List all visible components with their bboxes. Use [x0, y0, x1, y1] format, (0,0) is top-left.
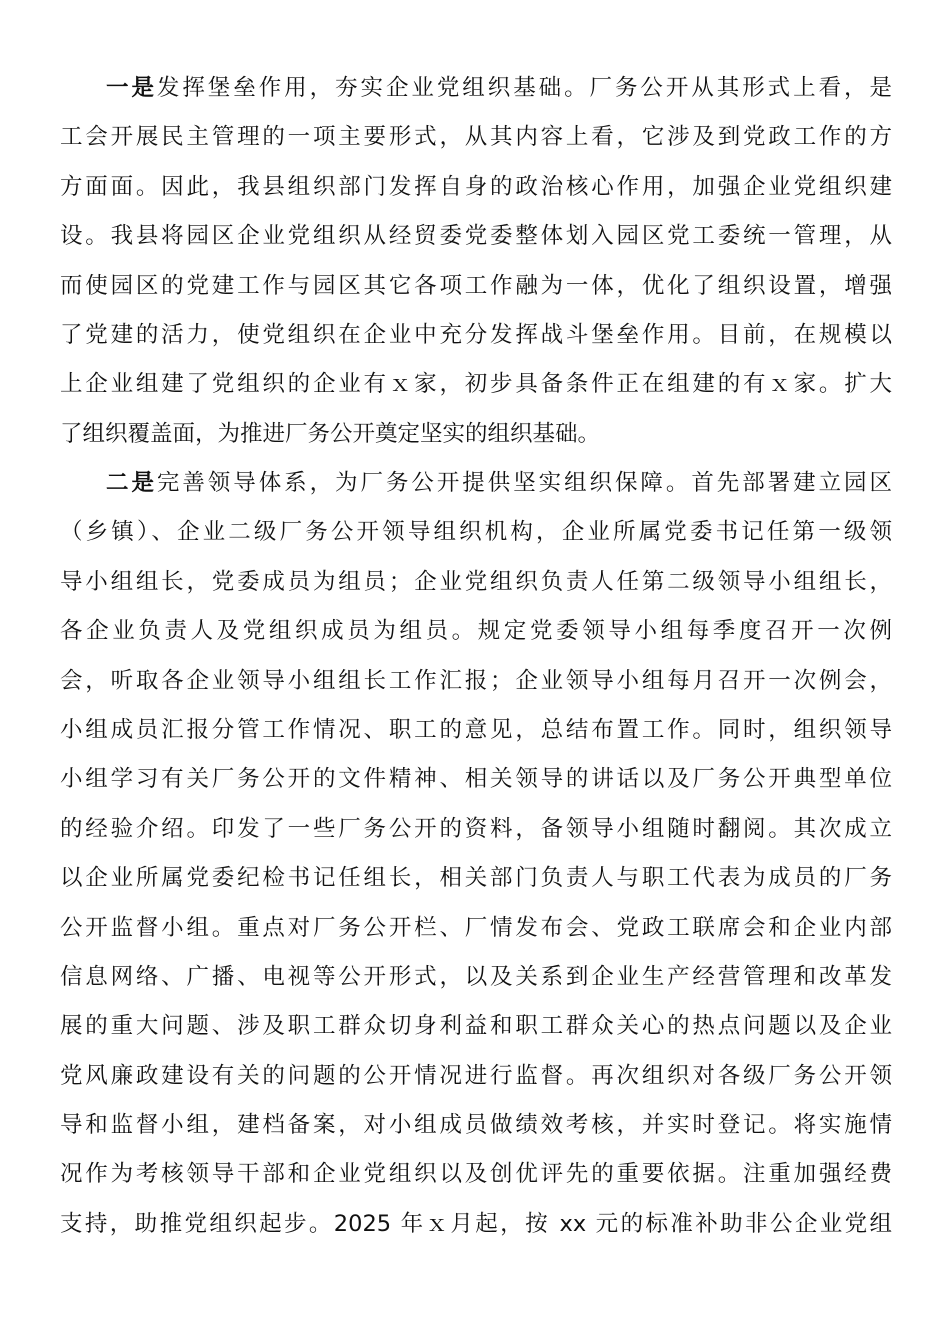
- paragraph-line: 导小组组长，党委成员为组员；企业党组织负责人任第二级领导小组组长，: [60, 568, 892, 595]
- paragraph-line: 设。我县将园区企业党组织从经贸委党委整体划入园区党工委统一管理，从: [60, 223, 892, 250]
- paragraph-lead: 二是: [106, 470, 157, 496]
- paragraph-line: 况作为考核领导干部和企业党组织以及创优评先的重要依据。注重加强经费: [60, 1161, 892, 1188]
- paragraph-line: 展的重大问题、涉及职工群众切身利益和职工群众关心的热点问题以及企业: [60, 1013, 892, 1040]
- paragraph-line: 方面面。因此，我县组织部门发挥自身的政治核心作用，加强企业党组织建: [60, 173, 892, 200]
- paragraph-line: 小组成员汇报分管工作情况、职工的意见，总结布置工作。同时，组织领导: [60, 716, 892, 743]
- paragraph-line: 了党建的活力，使党组织在企业中充分发挥战斗堡垒作用。目前，在规模以: [60, 321, 892, 348]
- paragraph-line: 的经验介绍。印发了一些厂务公开的资料，备领导小组随时翻阅。其次成立: [60, 815, 892, 842]
- paragraph-line: 工会开展民主管理的一项主要形式，从其内容上看，它涉及到党政工作的方: [60, 124, 892, 151]
- paragraph-line: 以企业所属党委纪检书记任组长，相关部门负责人与职工代表为成员的厂务: [60, 865, 892, 892]
- paragraph-line: 小组学习有关厂务公开的文件精神、相关领导的讲话以及厂务公开典型单位: [60, 766, 892, 793]
- paragraph-line: 二是完善领导体系，为厂务公开提供坚实组织保障。首先部署建立园区: [106, 470, 892, 496]
- paragraph-line: 党风廉政建设有关的问题的公开情况进行监督。再次组织对各级厂务公开领: [60, 1062, 892, 1089]
- paragraph-line: 导和监督小组，建档备案，对小组成员做绩效考核，并实时登记。将实施情: [60, 1112, 892, 1139]
- paragraph-1: [60, 64, 892, 459]
- paragraph-line: 一是发挥堡垒作用，夯实企业党组织基础。厂务公开从其形式上看，是: [106, 75, 892, 101]
- paragraph-line: 公开监督小组。重点对厂务公开栏、厂情发布会、党政工联席会和企业内部: [60, 914, 892, 941]
- paragraph-line: 而使园区的党建工作与园区其它各项工作融为一体，优化了组织设置，增强: [60, 272, 892, 299]
- paragraph-line: （乡镇）、企业二级厂务公开领导组织机构，企业所属党委书记任第一级领: [60, 519, 892, 546]
- paragraph-line: 支持，助推党组织起步。2025 年ｘ月起，按 xx 元的标准补助非公企业党组: [60, 1210, 892, 1237]
- paragraph-line: 会，听取各企业领导小组组长工作汇报；企业领导小组每月召开一次例会，: [60, 667, 892, 694]
- paragraph-lead: 一是: [106, 75, 157, 101]
- paragraph-line: 上企业组建了党组织的企业有ｘ家，初步具备条件正在组建的有ｘ家。扩大: [60, 371, 892, 398]
- paragraph-2: [60, 459, 892, 1249]
- paragraph-line: 了组织覆盖面，为推进厂务公开奠定坚实的组织基础。: [60, 420, 601, 447]
- paragraph-line: 信息网络、广播、电视等公开形式，以及关系到企业生产经营管理和改革发: [60, 963, 892, 990]
- paragraph-line: 各企业负责人及党组织成员为组员。规定党委领导小组每季度召开一次例: [60, 618, 892, 645]
